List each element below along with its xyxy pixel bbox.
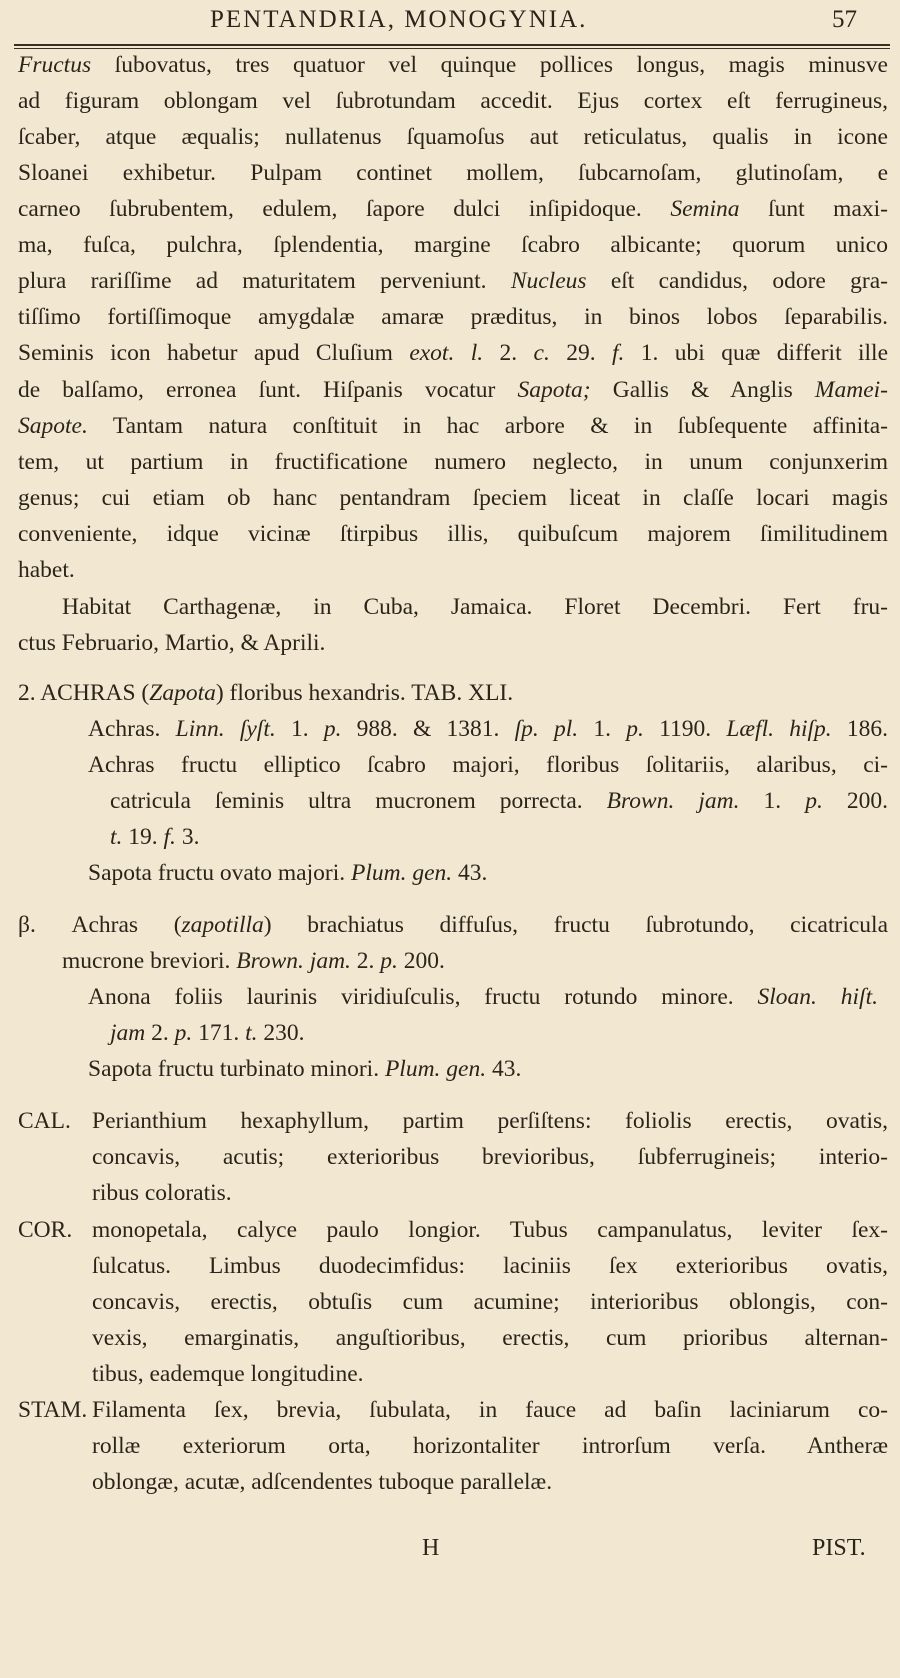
section-label: CAL.	[18, 1108, 71, 1134]
text-run: catricula ſeminis ultra mucronem porrecta.	[110, 788, 607, 814]
text-run: ſubovatus, tres quatuor vel quinque pollices longus, magis minusve	[91, 52, 888, 78]
text-line	[18, 47, 888, 83]
text-run: 1.	[578, 716, 627, 742]
text-run: 1. ubi quæ differit ille	[624, 340, 889, 366]
text-line	[92, 1356, 364, 1392]
text-run: tem, ut partium in fructificatione numero neglecto, in unum conjunxerim	[18, 449, 888, 475]
text-line	[18, 155, 888, 191]
text-run: 230.	[257, 1020, 305, 1046]
text-line	[88, 1051, 521, 1087]
text-line	[18, 444, 888, 480]
text-run: ſcaber, atque æqualis; nullatenus ſquamoſus aut reticulatus, qualis in icone	[18, 124, 888, 150]
text-line	[92, 1139, 888, 1175]
italic-text: p.	[380, 948, 398, 974]
text-run: eſt candidus, odore gra-	[586, 268, 888, 294]
text-run: ) brachiatus diffuſus, fructu ſubrotundo, cicatricula	[263, 912, 888, 938]
italic-text: Sapota;	[517, 377, 591, 403]
italic-text: c.	[533, 340, 550, 366]
text-line	[18, 372, 888, 408]
text-line	[88, 747, 888, 783]
text-line	[18, 480, 888, 516]
text-run: Achras fructu elliptico ſcabro majori, floribus ſolitariis, alaribus, ci-	[88, 752, 888, 778]
text-run: Sapota fructu turbinato minori.	[88, 1056, 385, 1082]
text-run: tibus, eademque longitudine.	[92, 1361, 364, 1387]
running-header	[0, 4, 900, 44]
text-run: plura rariſſime ad maturitatem perveniunt.	[18, 268, 511, 294]
text-line	[62, 589, 888, 625]
text-run: 3.	[175, 824, 200, 850]
italic-text: Nucleus	[510, 268, 587, 294]
text-run: conveniente, idque vicinæ ſtirpibus illis, quibuſcum majorem ſimilitudinem	[18, 521, 888, 547]
text-line	[18, 299, 888, 335]
italic-text: Sapote.	[18, 413, 88, 439]
text-run: 200.	[397, 948, 445, 974]
text-run: ad figuram oblongam vel ſubrotundam accedit. Ejus cortex eſt ferrugineus,	[18, 88, 888, 114]
text-run: 43.	[452, 860, 488, 886]
text-run: ſulcatus. Limbus duodecimfidus: laciniis ſex exterioribus ovatis,	[92, 1253, 888, 1279]
text-line	[88, 855, 487, 891]
text-line	[92, 1248, 888, 1284]
text-run: tiſſimo fortiſſimoque amygdalæ amaræ præditus, in binos lobos ſeparabilis.	[18, 304, 888, 330]
text-run: 1190.	[643, 716, 727, 742]
text-run: 988. & 1381.	[341, 716, 515, 742]
text-line	[110, 1015, 305, 1051]
text-run: carneo ſubrubentem, edulem, ſapore dulci inſipidoque.	[18, 196, 671, 222]
text-line	[18, 1212, 888, 1248]
signature-mark: H	[422, 1535, 440, 1561]
text-run: 171.	[192, 1020, 246, 1046]
italic-text: Plum. gen.	[351, 860, 453, 886]
italic-text: Læfl. hiſp.	[726, 716, 832, 742]
italic-text: p.	[626, 716, 644, 742]
text-run: Sloanei exhibetur. Pulpam continet mollem, ſubcarnoſam, glutinoſam, e	[18, 160, 888, 186]
text-run: 2.	[350, 948, 381, 974]
text-run: ſunt maxi-	[739, 196, 888, 222]
italic-text: p.	[805, 788, 823, 814]
text-run: ctus Februario, Martio, & Aprili.	[18, 630, 326, 656]
text-line	[92, 1464, 552, 1500]
italic-text: exot. l.	[409, 340, 484, 366]
text-line	[92, 1428, 888, 1464]
text-run: 2. ACHRAS (	[18, 680, 150, 706]
text-run: monopetala, calyce paulo longior. Tubus campanulatus, leviter ſex-	[92, 1217, 888, 1243]
text-line	[18, 335, 888, 371]
italic-text: f.	[163, 824, 176, 850]
text-run: concavis, erectis, obtuſis cum acumine; interioribus oblongis, con-	[92, 1289, 888, 1315]
text-line	[18, 907, 888, 943]
text-line	[18, 83, 888, 119]
text-run: ribus coloratis.	[92, 1180, 232, 1206]
text-line	[18, 119, 888, 155]
italic-text: Mamei-	[814, 377, 888, 403]
italic-text: Zapota	[149, 680, 216, 706]
text-line	[18, 625, 325, 661]
text-run: 200.	[822, 788, 889, 814]
text-run: Filamenta ſex, brevia, ſubulata, in fauce ad baſin laciniarum co-	[92, 1397, 888, 1423]
italic-text: Plum. gen.	[384, 1056, 487, 1082]
text-line	[18, 191, 888, 227]
section-label: STAM.	[18, 1397, 88, 1423]
text-run: 19.	[122, 824, 164, 850]
text-run: 2.	[483, 340, 534, 366]
italic-text: t.	[110, 824, 123, 850]
text-run: 1.	[275, 716, 324, 742]
text-run: Anona foliis laurinis viridiuſculis, fructu rotundo minore.	[88, 984, 758, 1010]
italic-text: Sloan. hiſt.	[757, 984, 878, 1010]
text-line	[88, 711, 888, 747]
text-run: rollæ exteriorum orta, horizontaliter introrſum verſa. Antheræ	[92, 1433, 888, 1459]
text-run: 1.	[739, 788, 806, 814]
text-run: genus; cui etiam ob hanc pentandram ſpeciem liceat in claſſe locari magis	[18, 485, 888, 511]
text-run: Seminis icon habetur apud Cluſium	[18, 340, 410, 366]
text-line	[18, 516, 888, 552]
italic-text: zapotilla	[181, 912, 264, 938]
italic-text: Linn. ſyſt.	[175, 716, 276, 742]
text-run: 43.	[486, 1056, 522, 1082]
text-run: habet.	[18, 557, 75, 583]
text-line	[18, 675, 513, 711]
italic-text: p.	[174, 1020, 193, 1046]
text-run: 2.	[145, 1020, 175, 1046]
text-line	[18, 1392, 888, 1428]
text-run: ma, fuſca, pulchra, ſplendentia, margine ſcabro albicante; quorum unico	[18, 232, 888, 258]
italic-text: p.	[323, 716, 342, 742]
italic-text: Fructus	[18, 52, 92, 78]
italic-text: f.	[612, 340, 625, 366]
text-line	[18, 1103, 888, 1139]
text-line	[92, 1175, 232, 1211]
text-run: ) floribus hexandris. TAB. XLI.	[215, 680, 514, 706]
text-line	[110, 819, 199, 855]
header-rule	[14, 44, 890, 46]
text-line	[110, 783, 888, 819]
text-run: β. Achras (	[18, 912, 182, 938]
italic-text: ſp. pl.	[514, 716, 579, 742]
running-title: PENTANDRIA, MONOGYNIA.	[210, 6, 588, 33]
text-line	[88, 979, 878, 1015]
text-run: concavis, acutis; exterioribus brevioribus, ſubferrugineis; interio-	[92, 1144, 888, 1170]
text-line	[18, 263, 888, 299]
text-run: vexis, emarginatis, anguſtioribus, erectis, cum prioribus alternan-	[92, 1325, 888, 1351]
catchword: PIST.	[812, 1535, 866, 1561]
text-run: 29.	[549, 340, 612, 366]
text-line	[18, 408, 888, 444]
text-run: Habitat Carthagenæ, in Cuba, Jamaica. Floret Decembri. Fert fru-	[62, 594, 888, 620]
text-run: Tantam natura conſtituit in hac arbore & in ſubſequente affinita-	[87, 413, 888, 439]
italic-text: jam	[110, 1020, 146, 1046]
page-number: 57	[832, 6, 857, 33]
text-run: Perianthium hexaphyllum, partim perſiſtens: foliolis erectis, ovatis,	[92, 1108, 888, 1134]
text-run: de balſamo, erronea ſunt. Hiſpanis vocatur	[18, 377, 518, 403]
italic-text: t.	[245, 1020, 258, 1046]
text-run: Sapota fructu ovato majori.	[88, 860, 351, 886]
text-line	[92, 1320, 888, 1356]
text-run: Gallis & Anglis	[590, 377, 815, 403]
section-label: COR.	[18, 1217, 73, 1243]
text-line	[18, 552, 75, 588]
text-line	[92, 1284, 888, 1320]
italic-text: Brown. jam.	[606, 788, 740, 814]
italic-text: Brown. jam.	[236, 948, 351, 974]
italic-text: Semina	[670, 196, 740, 222]
text-run: 186.	[831, 716, 889, 742]
text-run: oblongæ, acutæ, adſcendentes tuboque parallelæ.	[92, 1469, 553, 1495]
text-run: mucrone breviori.	[62, 948, 237, 974]
text-line	[62, 943, 445, 979]
text-run: Achras.	[88, 716, 176, 742]
text-line	[18, 227, 888, 263]
